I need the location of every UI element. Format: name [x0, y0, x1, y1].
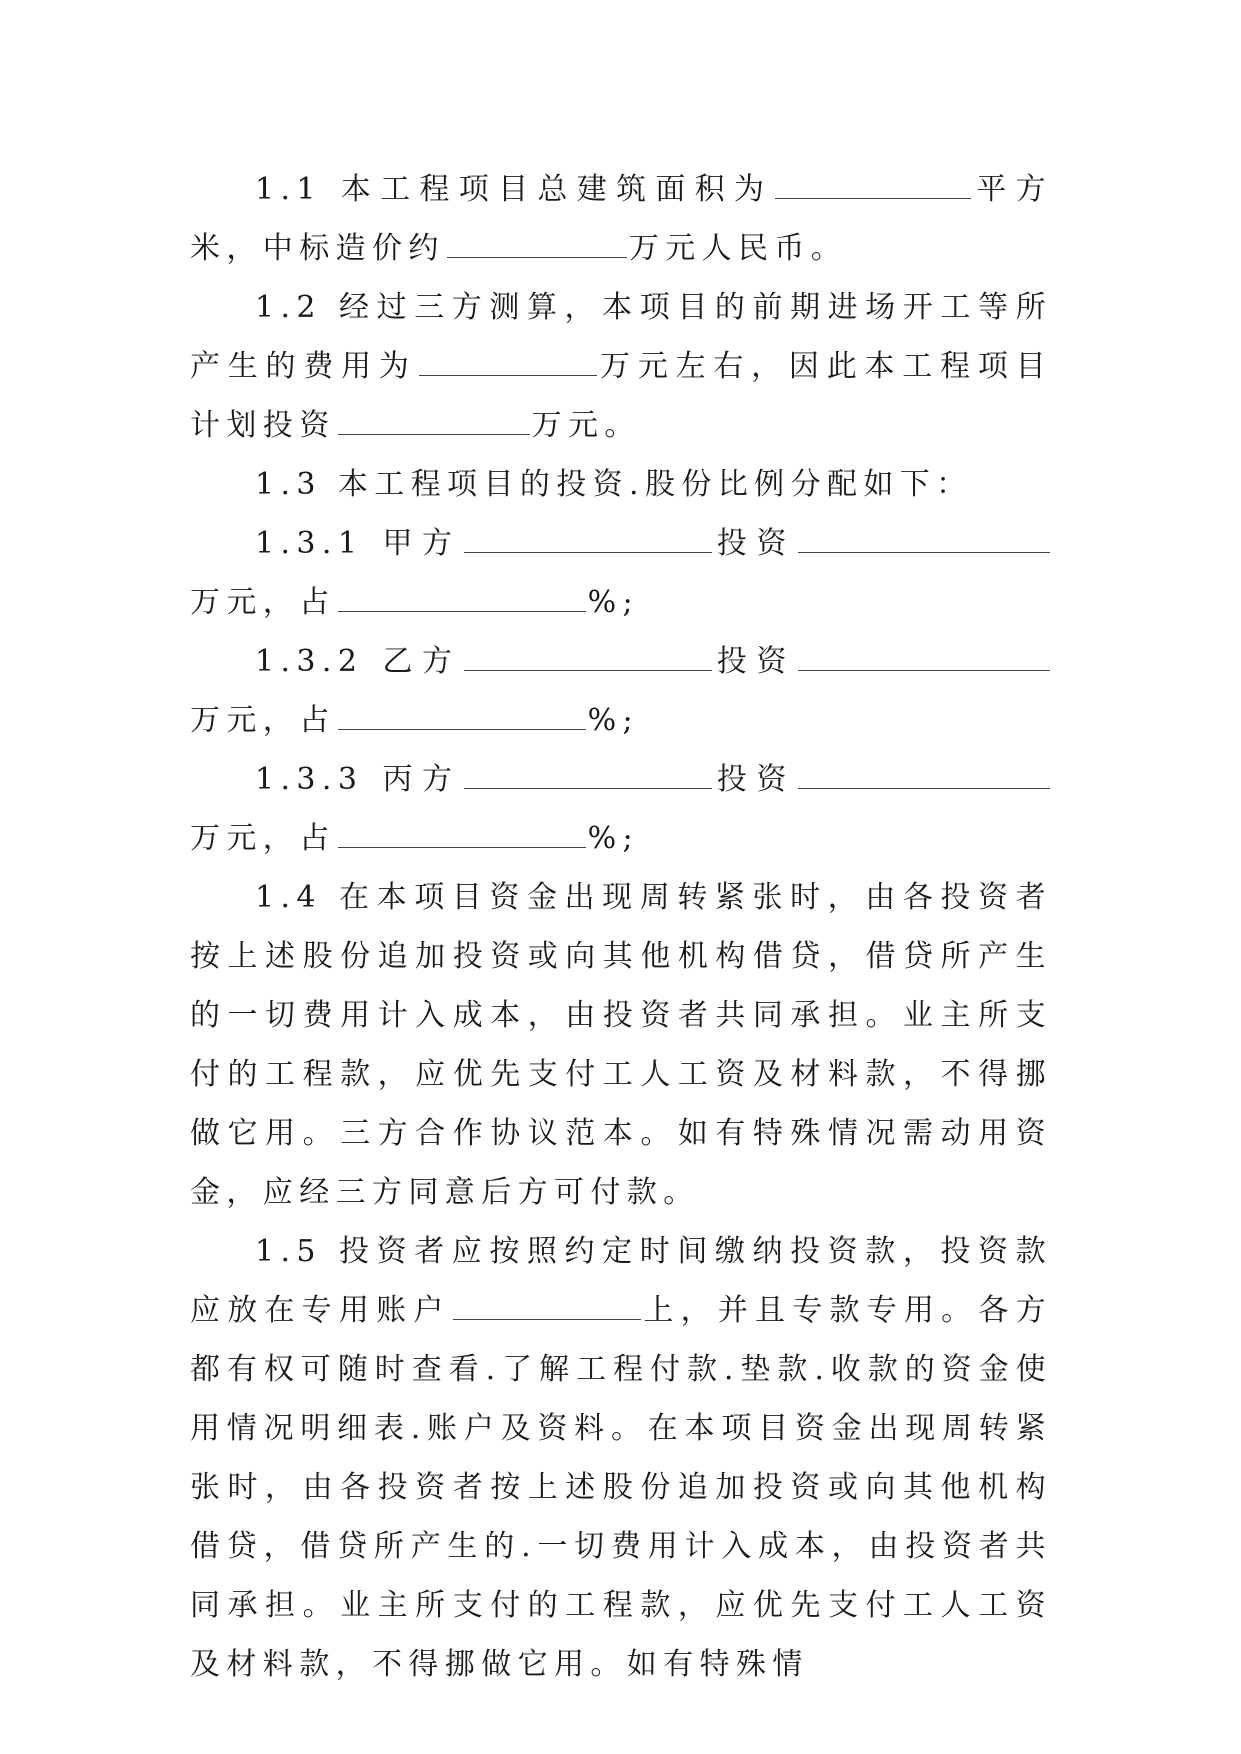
blank-party-b-percent	[338, 703, 586, 730]
clause-1-3-1-party: 1.3.1 甲方	[255, 526, 462, 561]
clause-1-5	[190, 1222, 1052, 1694]
clause-1-1-text-c: 万元人民币。	[628, 231, 848, 266]
clause-1-1-text-a: 1.1 本工程项目总建筑面积为	[255, 172, 774, 207]
clause-1-3-2	[190, 632, 1052, 750]
blank-dedicated-account	[453, 1293, 641, 1320]
blank-party-b-amount	[798, 644, 1050, 671]
clause-1-5-text-a: 1.5 投资者应按照约定时间缴纳投资款，投资款应放在专用账户	[190, 1234, 1052, 1328]
clause-1-2-text-b: 万元左右，因此本工程项目计划投资	[190, 349, 1052, 443]
clause-1-3-2-percent-sign: %;	[587, 703, 640, 738]
blank-party-c-percent	[338, 821, 586, 848]
clause-1-3-2-party: 1.3.2 乙方	[255, 644, 462, 679]
blank-preliminary-cost	[419, 349, 597, 376]
blank-total-area	[775, 172, 971, 199]
clause-1-1	[190, 160, 1052, 278]
clause-1-2-text-a: 1.2 经过三方测算，本项目的前期进场开工等所产生的费用为	[190, 290, 1052, 384]
clause-1-3: 1.3 本工程项目的投资.股份比例分配如下：	[255, 467, 973, 502]
clause-1-3-3	[190, 750, 1052, 868]
blank-party-c-name	[464, 762, 712, 789]
clause-1-3-1-invest-label: 投资	[713, 526, 796, 561]
clause-1-1-text-b: 平方米，中标造价约	[190, 172, 1052, 266]
clause-1-3-1-percent-sign: %;	[587, 585, 640, 620]
blank-party-a-percent	[338, 585, 586, 612]
document-page	[190, 160, 1052, 1694]
blank-party-a-amount	[798, 526, 1050, 553]
blank-party-a-name	[464, 526, 712, 553]
clause-1-3-3-party: 1.3.3 丙方	[255, 762, 462, 797]
blank-planned-investment	[338, 408, 530, 435]
clause-1-3-3-unit: 万元，占	[190, 821, 336, 856]
clause-1-3-3-percent-sign: %;	[587, 821, 640, 856]
blank-party-b-name	[464, 644, 712, 671]
clause-1-3-2-invest-label: 投资	[713, 644, 796, 679]
blank-party-c-amount	[798, 762, 1050, 789]
clause-1-3-1	[190, 514, 1052, 632]
clause-1-3-3-invest-label: 投资	[713, 762, 796, 797]
blank-bid-price	[447, 231, 627, 258]
clause-1-2-text-c: 万元。	[531, 408, 641, 443]
clause-1-5-text-b: 上，并且专款专用。各方都有权可随时查看.了解工程付款.垫款.收款的资金使用情况明细表.账户及资料。在本项目资金出现周转紧张时，由各投资者按上述股份追加投资或向其他机构借贷，借贷所产生的.一切费用计入成本，由投资者共同承担。业主所支付的工程款，应优先支付工人工资及材料款，不得挪做它用。如有特殊情	[190, 1293, 1052, 1682]
clause-1-4: 1.4 在本项目资金出现周转紧张时，由各投资者按上述股份追加投资或向其他机构借贷，借贷所产生的一切费用计入成本，由投资者共同承担。业主所支付的工程款，应优先支付工人工资及材料款，不得挪做它用。三方合作协议范本。如有特殊情况需动用资金，应经三方同意后方可付款。	[190, 880, 1052, 1210]
clause-1-2	[190, 278, 1052, 455]
clause-1-3-2-unit: 万元，占	[190, 703, 336, 738]
clause-1-3-1-unit: 万元，占	[190, 585, 336, 620]
